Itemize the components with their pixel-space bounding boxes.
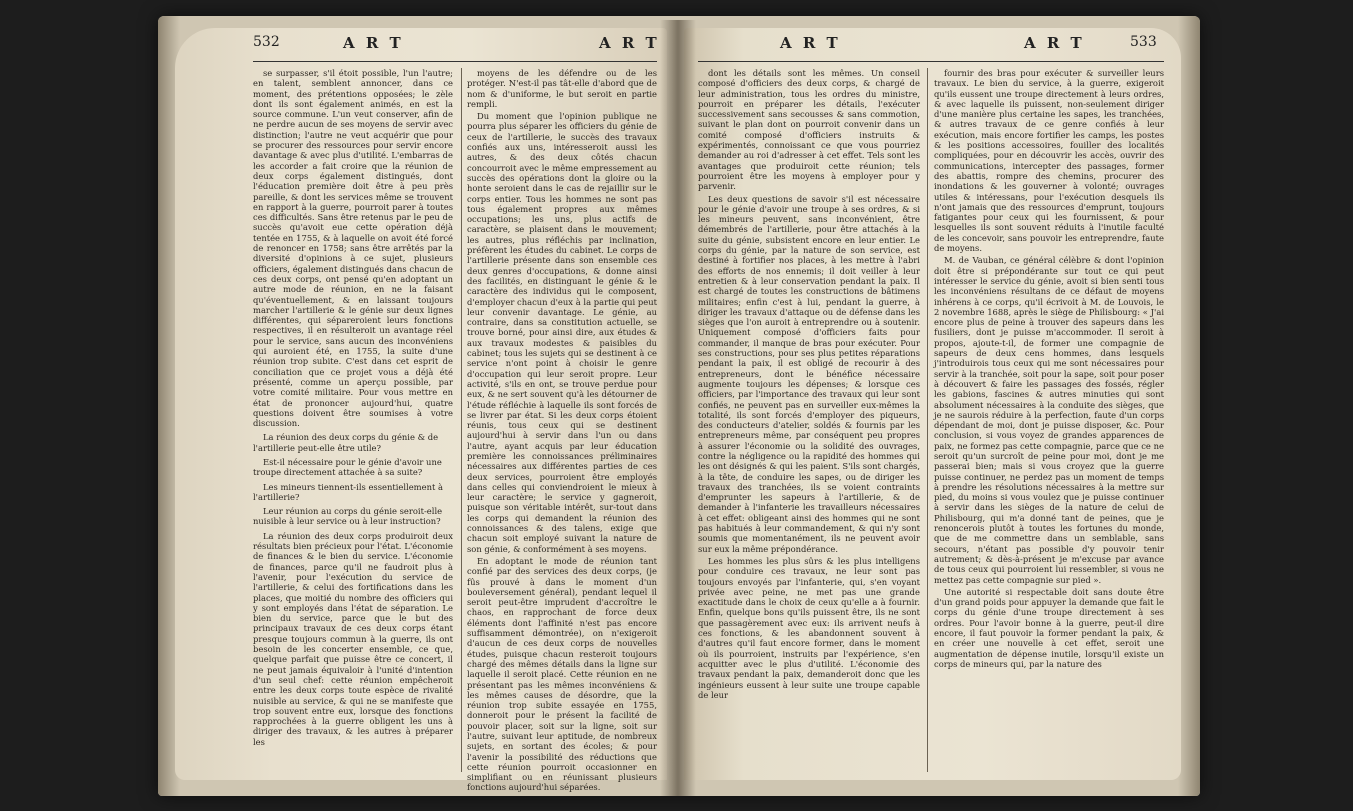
paragraph: dont les détails sont les mêmes. Un conseil composé d'officiers des deux corps, & chargé de leur administration, tous les ordres du ministre, pourroit en préparer les détails, l'exécuter successivement sans secousses & sans commotion, suivant le plan dont on pourroit convenir dans un comité composé d'officiers instruits & expérimentés, connoissant ce que vous pourriez demander au roi d'adresser à cet effet. Tels sont les avantages que produiroit cette réunion; tels pourroient être les moyens à employer pour y parvenir. [698,68,920,192]
question: Est-il nécessaire pour le génie d'avoir une troupe directement attachée à sa suite? [253,456,442,478]
book-gutter [660,20,696,796]
paragraph: M. de Vauban, ce général célèbre & dont l'opinion doit être si prépondérante sur tout ce qui peut intéresser le service du génie, avoit si bien senti tous les inconvéniens résultans de ce défaut de moyens inhérens à ce corps, qu'il écrivoit à M. de Louvois, le 2 novembre 1688, après le siège de Philisbourg: « J'ai encore plus de peine à trouver des sapeurs dans les fusiliers, dont je puisse m'accommoder. Il seroit à propos, ajoute-t-il, de former une compagnie de sapeurs de deux cens hommes, dans lesquels j'introduirois tous ceux qui me sont nécessaires pour servir à la tranchée, soit pour la sape, soit pour poser à découvert & faire les passages des fossés, régler les gabions, fascines & autres minuties qui sont absolument nécessaires à la conduite des sièges, que je ne saurois réduire à la perfection, faute d'un corps dépendant de moi, dont je puisse disposer, &c. Pour conclusion, si vous voyez de grandes apparences de paix, ne formez pas cette compagnie, parce que ce ne seroit qu'un surcroît de peine pour moi, dont je me passerai bien; mais si vous croyez que la guerre puisse continuer, ne perdez pas un moment de temps à prendre les résolutions nécessaires à la mettre sur pied, du moins si vous voulez que je puisse continuer à servir dans les sièges de la nature de celui de Philisbourg, qui m'a donné tant de peines, que je renoncerois plutôt à toutes les fortunes du monde, que de me commettre dans un semblable, sans secours, n'étant pas possible d'y pouvoir tenir autrement; & dès-à-présent je m'excuse par avance de tous ceux qui pourroient lui ressembler, si vous ne mettez pas cette compagnie sur pied ». [934,255,1164,585]
paragraph: Une autorité si respectable doit sans doute être d'un grand poids pour appuyer la demande que fait le corps du génie d'une troupe directement à ses ordres. Pour l'avoir bonne à la guerre, peut-il dire encore, il faut pouvoir la former pendant la paix, & en créer une nouvelle à cet effet, seroit une augmentation de dépense inutile, lorsqu'il existe un corps de mineurs qui, par la nature des [934,586,1164,669]
question: Leur réunion au corps du génie seroit-elle nuisible à leur service ou à leur instruction? [253,506,443,527]
left-page-column-1 [253,68,453,772]
paragraph: En adoptant le mode de réunion tant confié par des services des deux corps, (je fûs prouvé à dans le moment d'un bouleversement général), pendant lequel il seroit peut-être imprudent d'accroître le chaos, en rapprochant de force deux éléments dont l'affinité n'est pas encore suffisamment démontrée), on n'exigeroit d'aucun de ces deux corps de nouvelles études, puisque chacun resteroit toujours chargé des mêmes détails dans la ligne sur laquelle il seroit placé. Cette réunion en ne présentant pas les mêmes inconvéniens & les mêmes causes de désordre, que la réunion trop subite essayée en 1755, donneroit pour le présent la facilité de pouvoir placer, soit sur la ligne, soit sur l'autre, suivant leur aptitude, de nombreux sujets, en sortant des écoles; & pour l'avenir la possibilité des réductions que cette réunion pourroit occasionner en simplifiant ou en réunissant plusieurs fonctions aujourd'hui séparées. [467,555,657,793]
running-header-left-col2: A R T [599,34,660,52]
question: Les mineurs tiennent-ils essentiellement à l'artillerie? [253,481,443,502]
paragraph: moyens de les défendre ou de les protéger. N'est-il pas tât-elle d'abord que de nom & d'uniforme, le but seroit en partie rempli. [467,68,657,109]
running-header-right-col2: A R T [1024,34,1085,52]
right-page-column-2 [934,68,1164,772]
paragraph: Du moment que l'opinion publique ne pourra plus séparer les officiers du génie de ceux de l'artillerie, le succès des travaux confiés aux uns, intéresseroit aussi les autres, & des deux côtés chacun concourroit avec le même empressement au succès des opérations dont la gloire ou la honte seroient dans le cas de rejaillir sur le corps entier. Tous les hommes ne sont pas tous également propres aux mêmes occupations; les uns, plus actifs de caractère, se plaisent dans le mouvement; les autres, plus réfléchis par inclination, préfèrent les études du cabinet. Le corps de l'artillerie présente dans son ensemble ces deux genres d'occupations, & donne ainsi des facilités, en distinguant le génie & le caractère des individus qui le composent, d'employer chacun d'eux à la partie qui peut leur convenir davantage. Le génie, au contraire, dans sa constitution actuelle, se trouve borné, pour ainsi dire, aux études & aux travaux modestes & paisibles du cabinet; tous les sujets qui se destinent à ce service n'ont point à choisir le genre d'occupation qui leur seroit propre. Leur activité, s'ils en ont, se trouve perdue pour eux, & ne sert souvent qu'à les détourner de l'étude réfléchie à laquelle ils sont forcés de se livrer par état. Si les deux corps étoient réunis, tous ceux qui se destinent aujourd'hui à servir dans l'un ou dans l'autre, ayant acquis par leur éducation première les connoissances préliminaires nécessaires aux différentes parties de ces deux services, pourroient être employés dans celles qui conviendroient le mieux à leur caractère; le service y gagneroit, puisque son véritable intérêt, sur-tout dans les corps qui demandent la réunion des connoissances & des talens, exige que chacun soit employé suivant la nature de son génie, & conformément à ses moyens. [467,111,657,554]
book-edge-right [1178,16,1200,796]
paragraph: La réunion des deux corps produiroit deux résultats bien précieux pour l'état. L'économie de finances & le bien du service. L'économie de finances, parce qu'il ne faudroit plus à l'avenir, pour l'exécution du service de l'artillerie, & celui des fortifications dans les places, que moitié du nombre des officiers qui y sont employés dans l'état de séparation. Le bien du service, parce que le but des principaux travaux de ces deux corps étant presque toujours commun à la guerre, ils ont besoin de les concerter ensemble, ce que, quelque parfait que puisse être ce concert, il ne peut jamais équivaloir à l'unité d'intention d'un seul chef: cette réunion empêcheroit entre les deux corps toute espèce de rivalité nuisible au service, & qui ne se manifeste que trop souvent entre eux, lorsque des fonctions rapprochées à la guerre obligent les uns à diriger des travaux, & les autres à préparer les [253,530,453,747]
page-number-right: 533 [1130,34,1157,50]
running-header-left: A R T [343,34,404,52]
right-page-column-1 [698,68,920,772]
right-page [684,28,1181,780]
paragraph: Les deux questions de savoir s'il est nécessaire pour le génie d'avoir une troupe à ses ordres, & si les mineurs peuvent, sans inconvénient, être démembrés de l'artillerie, pour être attachés à la suite du génie, subsistent encore en leur entier. Le corps du génie, par la nature de son service, est destiné à fortifier nos places, à les mettre à l'abri des efforts de nos ennemis; il doit veiller à leur entretien & à leur conservation pendant la paix. Il est chargé de toutes les constructions de bâtimens militaires; enfin c'est à lui, pendant la guerre, à diriger les travaux d'attaque ou de défense dans les sièges que l'on auroit à entreprendre ou à soutenir. Uniquement composé d'officiers faits pour commander, il manque de bras pour exécuter. Pour ses constructions, pour ses plus petites réparations pendant la paix, il est obligé de recourir à des entrepreneurs, dont le bénéfice nécessaire augmente toujours les dépenses; & lorsque ces officiers, par l'importance des travaux qui leur sont confiés, ne peuvent pas en surveiller eux-mêmes la totalité, ils sont forcés d'employer des piqueurs, des conducteurs d'atelier, soldés & fournis par les entrepreneurs même, par conséquent peu propres à assurer l'économie ou la solidité des ouvrages, contre la négligence ou la rapidité des hommes qui les ont désignés & qui les paient. S'ils sont chargés, à la tête, de conduire les sapes, ou de diriger les travaux des tranchées, ils se voient contraints d'emprunter les sapeurs à l'artillerie, & de demander à l'infanterie les travailleurs nécessaires à cet effet: obligeant ainsi des hommes qui ne sont pas habitués à leur commandement, & qui n'y sont soumis que momentanément, ils ne peuvent avoir sur eux la même prépondérance. [698,193,920,554]
question: La réunion des deux corps du génie & de l'artillerie peut-elle être utile? [253,432,439,453]
header-rule-right [698,61,1164,62]
left-page-column-2 [467,68,657,793]
header-rule-left [253,61,657,62]
column-divider-right [927,68,928,772]
paragraph: Les hommes les plus sûrs & les plus intelligens pour conduire ces travaux, ne leur sont pas toujours envoyés par l'infanterie, qui, s'en voyant privée avec peine, ne met pas une grande exactitude dans le choix de ceux qu'elle a à fournir. Enfin, quelque bons qu'ils puissent être, ils ne sont que passagèrement avec eux: ils arrivent neufs à ces fonctions, & les abandonnent souvent à d'autres qu'il faut encore former, dans le moment où ils pourroient, instruits par l'expérience, s'en acquitter avec le plus d'utilité. L'économie des travaux pendant la paix, demanderoit donc que les ingénieurs eussent à leur suite une troupe capable de leur [698,555,920,700]
paragraph: fournir des bras pour exécuter & surveiller leurs travaux. Le bien du service, à la guerre, exigeroit qu'ils eussent une troupe directement à leurs ordres, & avec laquelle ils puissent, non-seulement diriger d'une manière plus certaine les sapes, les tranchées, & autres travaux de ce genre confiés à leur exécution, mais encore fortifier les camps, les postes & les positions accessoires, fouiller des localités compliquées, pour en découvrir les accès, ouvrir des communications, intercepter des passages, former des abattis, rompre des chemins, procurer des inondations & les gouverner à volonté; ouvrages utiles & intéressans, pour l'exécution desquels ils n'ont jamais que des ressources d'emprunt, toujours fatigantes pour ceux qui les fournissent, & pour lesquelles ils sont souvent réduits à l'inutile faculté de les concevoir, sans pouvoir les entreprendre, faute de moyens. [934,68,1164,254]
left-page [175,28,667,793]
running-header-right: A R T [780,34,841,52]
column-divider-left [461,68,462,772]
paragraph: se surpasser, s'il étoit possible, l'un l'autre; en talent, semblent annoncer, dans ce moment, des prétentions opposées; le zèle dont ils sont également animés, en est la source commune. L'un veut conserver, afin de ne perdre aucun de ses moyens de servir avec distinction; l'autre ne veut acquérir que pour se procurer des ressources pour servir encore davantage & avec plus d'utilité. L'embarras de les accorder a fait croire que la réunion de deux corps également distingués, dont l'éducation première doit être à peu près pareille, & dont les services même se trouvent en rapport à la guerre, pourroit parer à toutes ces difficultés. Sans être retenus par le peu de succès qu'avoit eue cette opération déjà tentée en 1755, & à laquelle on avoit été forcé de renoncer en 1758; sans être arrêtés par la diversité d'opinions à ce sujet, plusieurs officiers, également distingués dans chacun de ces deux corps, ont pensé qu'en adoptant un autre mode de réunion, en ne la faisant qu'éventuellement, & en laissant toujours marcher l'artillerie & le génie sur deux lignes différentes, qui sépareroient leurs fonctions respectives, il en résulteroit un avantage réel pour le service, sans aucun des inconvéniens qui auroient été, en 1755, la suite d'une réunion trop subite. C'est dans cet esprit de conciliation que ce projet vous a déjà été présenté, comme un aperçu possible, par votre comité militaire. Pour vous mettre en état de prononcer aujourd'hui, quatre questions doivent être soumises à votre discussion. [253,68,453,429]
page-number-left: 532 [253,34,280,50]
